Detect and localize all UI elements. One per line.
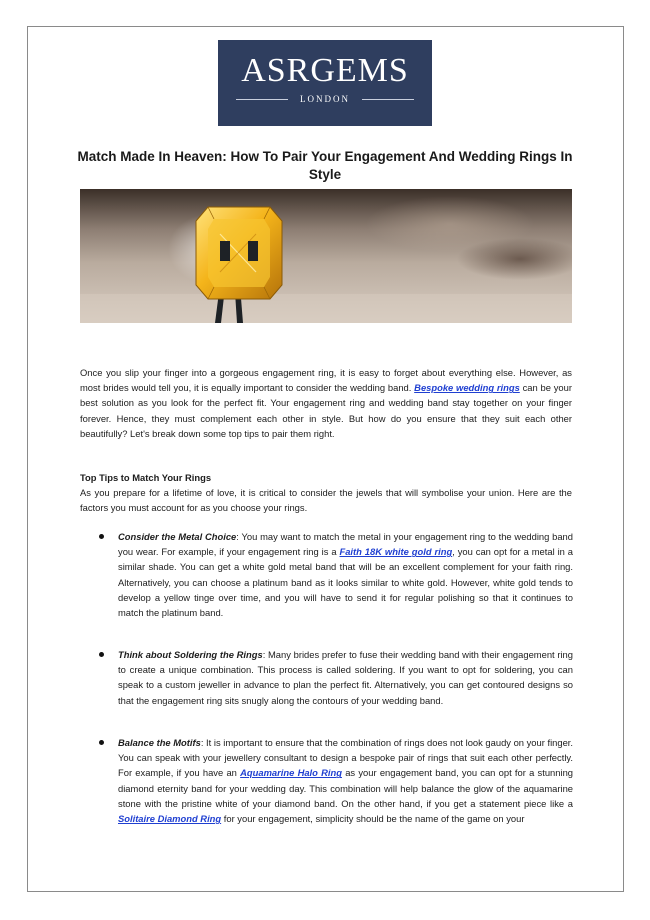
- hero-image: [80, 189, 572, 323]
- article-title: Match Made In Heaven: How To Pair Your Engagement And Wedding Rings In Style: [77, 149, 573, 182]
- yellow-gemstone: [196, 207, 282, 299]
- bullet-dot: [99, 534, 104, 539]
- bullet-dot: [99, 652, 104, 657]
- faith-ring-link[interactable]: Faith 18K white gold ring: [339, 546, 453, 558]
- tips-intro: As you prepare for a lifetime of love, it is critical to consider the jewels that will symbolise your union. Here are the factors you must account for as you choose your rings.: [80, 487, 572, 514]
- bullet-text-1: : It is important to ensure that the combination of rings does not look gaudy on your finger. You can speak with your jewellery consultant to design a bespoke pair of rings that suit each other perfectly. For example, if you have an: [118, 737, 574, 779]
- brand-logo[interactable]: [218, 40, 432, 126]
- intro-paragraph: [80, 365, 572, 441]
- intro-text-1: Once you slip your finger into a gorgeous engagement ring, it is easy to forget about everything else. However, as most brides would tell you, it is equally important to consider the wedding band.: [80, 367, 572, 394]
- bullet-dot: [99, 740, 104, 745]
- gemstone-in-tweezers-icon: [80, 189, 572, 323]
- logo-subtitle: [218, 93, 432, 105]
- logo-subtitle-text: LONDON: [300, 94, 350, 104]
- intro-text-2: can be your best solution as you look for the perfect fit. Your engagement ring and wedding band stay together on your finger forever. Hence, they must complement each other in style. But how do you ensure that they suit each other beautifully? Let's break down some top tips to pair them right.: [80, 382, 572, 439]
- aquamarine-halo-ring-link[interactable]: Aquamarine Halo Ring: [240, 767, 342, 779]
- logo-rule-left: [236, 99, 288, 100]
- bullet-text-1: : Many brides prefer to fuse their wedding band with their engagement ring to create a unique combination. This process is called soldering. If you want to opt for soldering, you can speak to a custom jeweller in advance to plan the perfect fit. Alternatively, you can get contoured designs so that the engagement ring sits snugly along the contours of your wedding band.: [118, 649, 573, 706]
- bullet-text-2: as your engagement band, you can opt for a stunning diamond eternity band for your wedding day. This combination will help balance the glow of the aquamarine stone with the pristine white of your diamond band. On the other hand, if you get a statement piece like a: [118, 767, 574, 809]
- tips-heading: Top Tips to Match Your Rings: [80, 472, 212, 483]
- logo-name: ASRGEMS: [241, 52, 409, 89]
- bullet-motifs: [118, 735, 573, 826]
- bullet-title: Balance the Motifs: [118, 737, 201, 748]
- hero-table-surface: [80, 294, 572, 323]
- bullet-text-1: : You may want to match the metal in your engagement ring to the wedding band you wear. For example, if your engagement ring is a: [118, 531, 573, 558]
- tips-section: [80, 470, 572, 516]
- bullet-text-2: , you can opt for a metal in a similar shade. You can get a white gold metal band that will be an excellent complement for your faith ring. Alternatively, you can choose a platinum band as it looks similar to white gold. However, white gold tends to develop a yellow tinge over time, and you will have to send it for regular polishing so that it continues to match the platinum band.: [118, 546, 574, 619]
- bullet-title: Think about Soldering the Rings: [118, 649, 263, 660]
- bullet-soldering: [118, 647, 573, 708]
- tweezer-tip-left: [220, 241, 230, 261]
- bespoke-wedding-rings-link[interactable]: Bespoke wedding rings: [414, 382, 520, 394]
- bullet-title: Consider the Metal Choice: [118, 531, 237, 542]
- logo-rule-right: [362, 99, 414, 100]
- tweezer-tip-right: [248, 241, 258, 261]
- bullet-text-3: for your engagement, simplicity should be the name of the game on your: [221, 813, 525, 825]
- bullet-metal-choice: [118, 529, 573, 620]
- solitaire-diamond-ring-link[interactable]: Solitaire Diamond Ring: [118, 813, 222, 825]
